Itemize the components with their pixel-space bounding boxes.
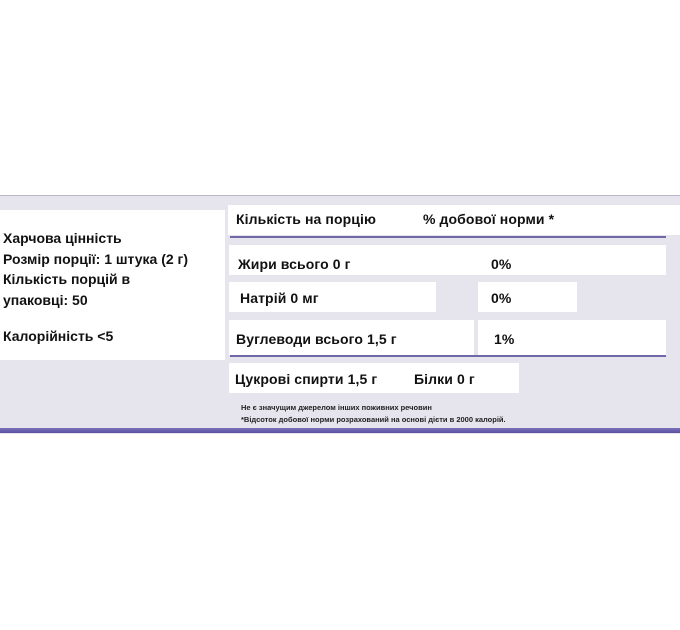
fat-daily-value: 0% — [491, 256, 512, 272]
footnote-not-significant-source: Не є значущим джерелом інших поживних речовин — [241, 403, 432, 412]
protein: Білки 0 г — [414, 371, 475, 387]
daily-value-heading: % добової норми * — [423, 211, 555, 227]
sugar-alcohols: Цукрові спирти 1,5 г — [235, 371, 378, 387]
calories: Калорійність <5 — [3, 328, 114, 344]
sodium-daily-value: 0% — [491, 290, 512, 306]
servings-per-container-line2: упаковці: 50 — [3, 291, 88, 308]
summary-block — [3, 228, 188, 347]
fat-total: Жири всього 0 г — [238, 256, 351, 272]
amount-per-serving-heading: Кількість на порцію — [236, 211, 377, 227]
footnote-daily-value-basis: *Відсоток добової норми розрахований на основі дієти в 2000 калорій. — [241, 415, 506, 424]
carbohydrates-daily-value: 1% — [494, 331, 515, 347]
header-rule — [230, 236, 666, 238]
nutrition-title: Харчова цінність — [3, 230, 122, 246]
carbs-rule — [230, 355, 666, 357]
servings-per-container-line1: Кількість порцій в — [3, 271, 131, 287]
sodium: Натрій 0 мг — [240, 290, 319, 306]
label-bottom-border — [0, 428, 680, 433]
serving-size: Розмір порції: 1 штука (2 г) — [3, 250, 189, 267]
carbohydrates-total: Вуглеводи всього 1,5 г — [236, 331, 397, 347]
